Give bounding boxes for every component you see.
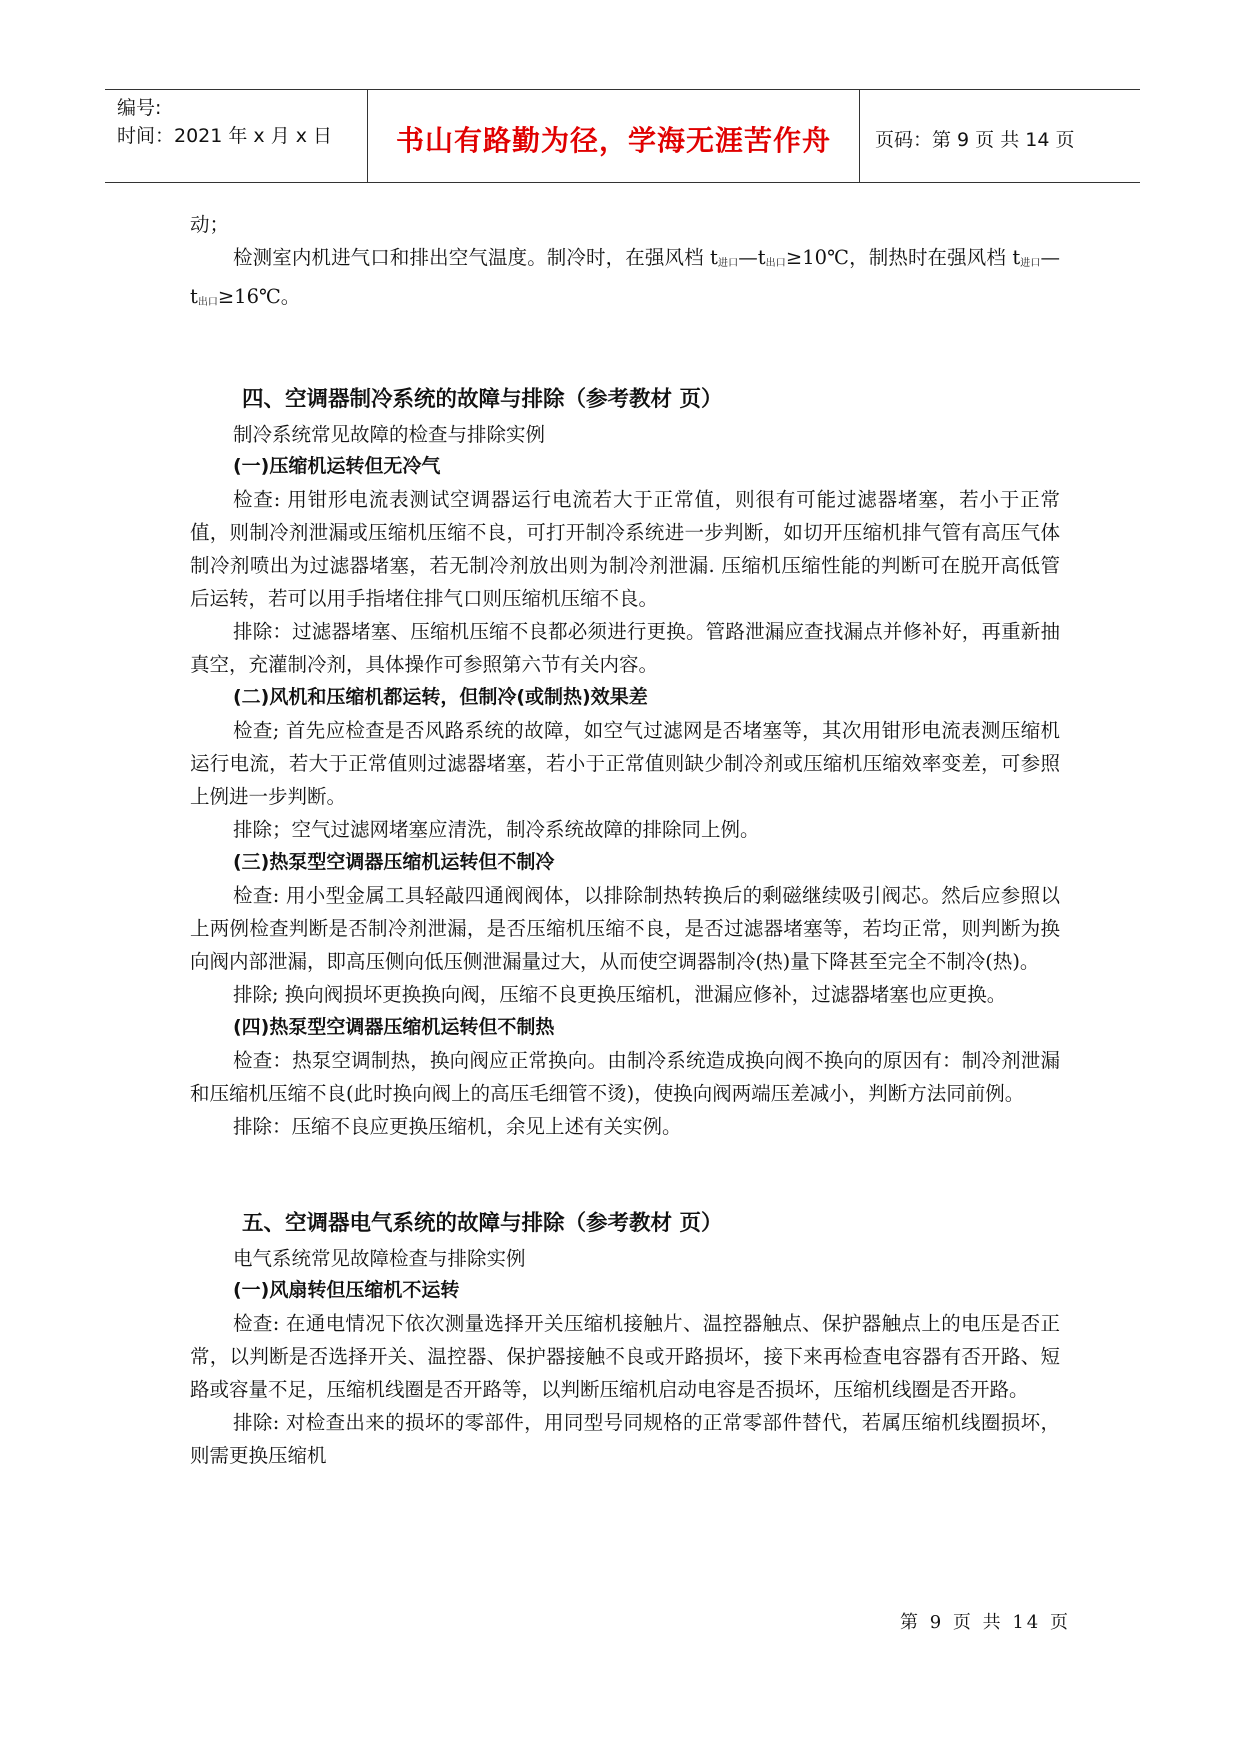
header-meta-cell: [105, 90, 368, 182]
subsection-4-1-title: (一)压缩机运转但无冷气: [233, 455, 441, 477]
header-page-label: 页码：第 9 页 共 14 页: [875, 129, 1075, 151]
continued-line: 动；: [190, 213, 230, 236]
temp-text-d: ≥16℃。: [217, 285, 301, 308]
section-5-title: 五、空调器电气系统的故障与排除（参考教材 页）: [242, 1211, 723, 1236]
temp-dash-a: —t: [738, 246, 766, 269]
temp-dash-b: —t: [190, 246, 1060, 308]
subscript-outlet: 出口: [765, 258, 786, 269]
header-motto: 书山有路勤为径，学海无涯苦作舟: [395, 124, 831, 157]
subsection-4-4-fix: 排除：压缩不良应更换压缩机，余见上述有关实例。: [233, 1115, 682, 1138]
subscript-outlet-2: 出口: [197, 297, 218, 308]
time-label: 时间：2021 年 x 月 x 日: [117, 125, 333, 147]
subscript-inlet-2: 进口: [1020, 258, 1041, 269]
temp-text-c: 风档 t: [966, 246, 1021, 269]
subsection-5-1-check: 检查: 在通电情况下依次测量选择开关压缩机接触片、温控器触点、保护器触点上的电压是否正常，以判断是否选择开关、温控器、保护器接触不良或开路损坏，接下来再检查电容器有否开路、短路或容量不足，压缩机线圈是否开路等，以判断压缩机启动电容是否损坏，压缩机线圈是否开路。: [190, 1312, 1060, 1401]
subsection-4-3-title: (三)热泵型空调器压缩机运转但不制冷: [233, 851, 555, 873]
subsection-4-4-title: (四)热泵型空调器压缩机运转但不制热: [233, 1016, 555, 1038]
subsection-4-4-check: 检查：热泵空调制热，换向阀应正常换向。由制冷系统造成换向阀不换向的原因有：制冷剂泄漏和压缩机压缩不良(此时换向阀上的高压毛细管不烫)，使换向阀两端压差减小，判断方法同前例。: [190, 1049, 1060, 1105]
subsection-4-1-fix: 排除：过滤器堵塞、压缩机压缩不良都必须进行更换。管路泄漏应查找漏点并修补好，再重新抽真空，充灌制冷剂，具体操作可参照第六节有关内容。: [190, 620, 1060, 676]
subsection-5-1-fix: 排除: 对检查出来的损坏的零部件，用同型号同规格的正常零部件替代，若属压缩机线圈损坏，则需更换压缩机: [190, 1411, 1060, 1467]
header-page-cell: [860, 90, 1140, 182]
document-body: [190, 208, 1060, 1472]
header-motto-cell: [368, 90, 860, 182]
subsection-5-1-title: (一)风扇转但压缩机不运转: [233, 1279, 460, 1301]
temperature-paragraph: [190, 241, 1060, 319]
subsection-4-1-check: 检查: 用钳形电流表测试空调器运行电流若大于正常值，则很有可能过滤器堵塞，若小于正常值，则制冷剂泄漏或压缩机压缩不良，可打开制冷系统进一步判断，如切开压缩机排气管有高压气体制冷剂喷出为过滤器堵塞，若无制冷剂放出则为制冷剂泄漏. 压缩机压缩性能的判断可在脱开高低管后运转，若可以用手指堵住排气口则压缩机压缩不良。: [190, 488, 1060, 610]
subsection-4-2-title: (二)风机和压缩机都运转，但制冷(或制热)效果差: [233, 686, 648, 708]
footer-page-number: 第 9 页 共 14 页: [900, 1612, 1071, 1633]
temp-text-b: ≥10℃，制热时在强: [785, 246, 967, 269]
section-5-intro: 电气系统常见故障检查与排除实例: [233, 1247, 526, 1270]
page-header: [105, 89, 1140, 183]
temp-text-a: 检测室内机进气口和排出空气温度。制冷时，在强风档 t: [233, 246, 718, 269]
subsection-4-3-check: 检查: 用小型金属工具轻敲四通阀阀体，以排除制热转换后的剩磁继续吸引阀芯。然后应参照以上两例检查判断是否制冷剂泄漏，是否压缩机压缩不良，是否过滤器堵塞等，若均正常，则判断为换向阀内部泄漏，即高压侧向低压侧泄漏量过大，从而使空调器制冷(热)量下降甚至完全不制冷(热)。: [190, 884, 1060, 973]
section-spacer-2: [190, 1143, 1060, 1205]
subsection-4-3-fix: 排除; 换向阀损坏更换换向阀，压缩不良更换压缩机，泄漏应修补，过滤器堵塞也应更换。: [233, 983, 1007, 1006]
section-spacer: [190, 319, 1060, 381]
section-4-intro: 制冷系统常见故障的检查与排除实例: [233, 423, 546, 446]
serial-label: 编号:: [117, 97, 162, 119]
section-4-title: 四、空调器制冷系统的故障与排除（参考教材 页）: [242, 387, 723, 412]
subscript-inlet: 进口: [717, 258, 739, 269]
subsection-4-2-fix: 排除；空气过滤网堵塞应清洗，制冷系统故障的排除同上例。: [233, 818, 760, 841]
subsection-4-2-check: 检查; 首先应检查是否风路系统的故障，如空气过滤网是否堵塞等，其次用钳形电流表测压缩机运行电流，若大于正常值则过滤器堵塞，若小于正常值则缺少制冷剂或压缩机压缩效率变差，可参照上例进一步判断。: [190, 719, 1060, 808]
